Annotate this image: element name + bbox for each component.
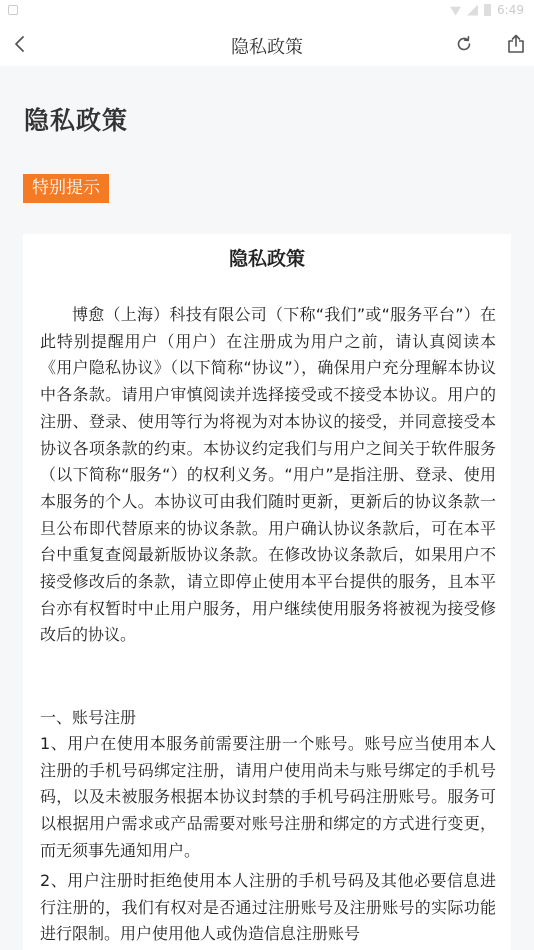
refresh-button[interactable] xyxy=(450,30,478,58)
page-title: 隐私政策 xyxy=(24,106,129,135)
document-title: 隐私政策 xyxy=(228,248,305,270)
section-heading: 一、账号注册 xyxy=(40,708,137,727)
status-time: 6:49 xyxy=(497,3,524,17)
clause-paragraph: 2、用户注册时拒绝使用本人注册的手机号码及其他必要信息进行注册的，我们有权对是否通过注册账号及注册账号的实际功能进行限制。用户使用他人或伪造信息注册账号 xyxy=(40,871,496,944)
status-icons xyxy=(450,3,524,17)
nav-bar xyxy=(0,22,534,66)
policy-document xyxy=(23,234,511,950)
share-icon xyxy=(507,34,525,54)
clause-paragraph: 1、用户在使用本服务前需要注册一个账号。账号应当使用本人注册的手机号码绑定注册，请用户使用尚未与账号绑定的手机号码，以及未被服务根据本协议封禁的手机号码注册账号。服务可以根据用户需求或产品需要对账号注册和绑定的方式进行变更，而无须事先通知用户。 xyxy=(40,734,496,860)
notification-icon xyxy=(8,5,18,15)
wifi-icon xyxy=(450,5,461,16)
intro-paragraph: 博愈（上海）科技有限公司（下称“我们”或“服务平台”）在此特别提醒用户（用户）在注册成为用户之前，请认真阅读本《用户隐私协议》（以下简称“协议”），确保用户充分理解本协议中各条款。请用户审慎阅读并选择接受或不接受本协议。用户的注册、登录、使用等行为将视为对本协议的接受，并同意接受本协议各项条款的约束。本协议约定我们与用户之间关于软件服务（以下简称“服务“）的权利义务。“用户”是指注册、登录、使用本服务的个人。本协议可由我们随时更新，更新后的协议条款一旦公布即代替原来的协议条款。用户确认协议条款后，可在本平台中重复查阅最新版协议条款。在修改协议条款后，如果用户不接受修改后的条款，请立即停止使用本平台提供的服务，且本平台亦有权暂时中止用户服务，用户继续使用服务将被视为接受修改后的协议。 xyxy=(40,305,496,645)
nav-title: 隐私政策 xyxy=(231,37,303,58)
special-notice-tag: 特别提示 xyxy=(23,174,109,203)
signal-icon xyxy=(467,5,478,16)
battery-icon xyxy=(484,4,491,16)
share-button[interactable] xyxy=(502,30,530,58)
refresh-icon xyxy=(455,35,473,53)
status-bar xyxy=(0,0,534,22)
